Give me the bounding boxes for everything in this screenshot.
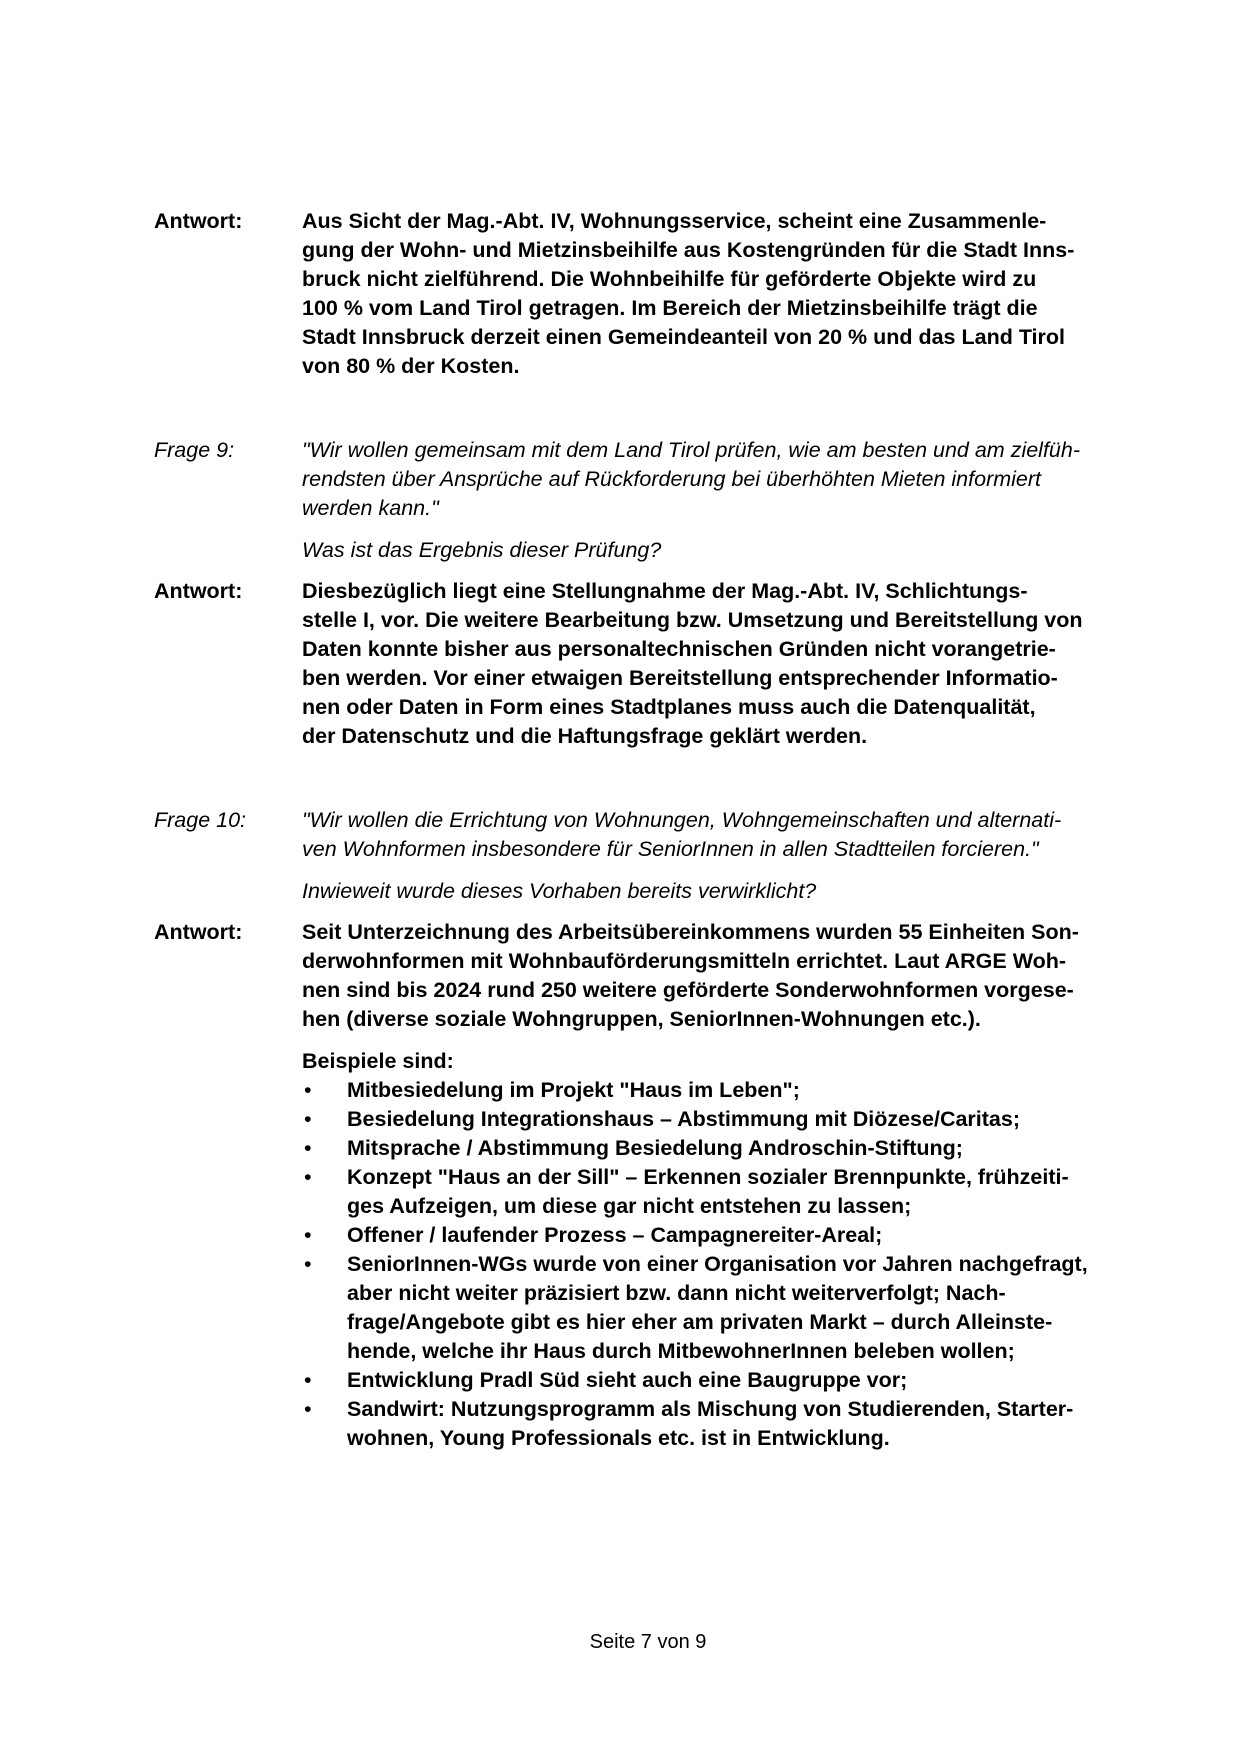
question-followup: Inwieweit wurde dieses Vorhaben bereits verwirklicht? [302,879,817,903]
question-followup: Was ist das Ergebnis dieser Prüfung? [302,538,662,562]
text-line: hende, welche ihr Haus durch MitbewohnerInnen beleben wollen; [347,1339,1015,1363]
text-line: "Wir wollen die Errichtung von Wohnungen, Wohngemeinschaften und alternati- [302,808,1062,832]
answer-text [302,918,1144,1453]
text-line: Aus Sicht der Mag.-Abt. IV, Wohnungsservice, scheint eine Zusammenle- [302,209,1047,233]
text-line: SeniorInnen-WGs wurde von einer Organisation vor Jahren nachgefragt, [347,1252,1088,1276]
text-line: nen sind bis 2024 rund 250 weitere geförderte Sonderwohnformen vorgese- [302,978,1074,1002]
question-block-10 [154,806,1144,906]
answer-block-3 [154,918,1144,1453]
text-line: 100 % vom Land Tirol getragen. Im Bereich der Mietzinsbeihilfe trägt die [302,296,1038,320]
list-item [302,1395,1144,1453]
text-line: ven Wohnformen insbesondere für SeniorInnen in allen Stadtteilen forcieren." [302,837,1039,861]
text-line: nen oder Daten in Form eines Stadtplanes muss auch die Datenqualität, [302,695,1036,719]
text-line: Konzept "Haus an der Sill" – Erkennen sozialer Brennpunkte, frühzeiti- [347,1165,1069,1189]
text-line: Seit Unterzeichnung des Arbeitsübereinkommens wurden 55 Einheiten Son- [302,920,1079,944]
bullet-icon: • [304,1136,312,1160]
question-label: Frage 10: [154,808,247,832]
question-label: Frage 9: [154,438,235,462]
answer-label: Antwort: [154,920,243,944]
text-line: derwohnformen mit Wohnbauförderungsmitteln errichtet. Laut ARGE Woh- [302,949,1067,973]
bullet-icon: • [304,1252,312,1276]
list-item [302,1366,1144,1395]
bullet-icon: • [304,1107,312,1131]
text-line: der Datenschutz und die Haftungsfrage geklärt werden. [302,724,868,748]
text-line: werden kann." [302,496,439,520]
bullet-icon: • [304,1078,312,1102]
question-text [302,436,1144,565]
question-block-9 [154,436,1144,565]
text-line: Daten konnte bisher aus personaltechnischen Gründen nicht vorangetrie- [302,637,1056,661]
text-line: ben werden. Vor einer etwaigen Bereitstellung entsprechender Informatio- [302,666,1058,690]
list-item [302,1105,1144,1134]
answer-block-2 [154,577,1144,751]
page-number: Seite 7 von 9 [589,1631,707,1653]
list-item [302,1221,1144,1250]
text-line: Mitsprache / Abstimmung Besiedelung Androschin-Stiftung; [347,1136,963,1160]
text-line: ges Aufzeigen, um diese gar nicht entstehen zu lassen; [347,1194,912,1218]
list-item [302,1076,1144,1105]
list-item [302,1163,1144,1221]
answer-label: Antwort: [154,579,243,603]
answer-block-1 [154,207,1144,381]
text-line: Diesbezüglich liegt eine Stellungnahme der Mag.-Abt. IV, Schlichtungs- [302,579,1028,603]
text-line: bruck nicht zielführend. Die Wohnbeihilfe für geförderte Objekte wird zu [302,267,1037,291]
text-line: Mitbesiedelung im Projekt "Haus im Leben"; [347,1078,800,1102]
text-line: stelle I, vor. Die weitere Bearbeitung bzw. Umsetzung und Bereitstellung von [302,608,1083,632]
answer-label: Antwort: [154,209,243,233]
text-line: Entwicklung Pradl Süd sieht auch eine Baugruppe vor; [347,1368,908,1392]
examples-list [302,1076,1144,1453]
text-line: wohnen, Young Professionals etc. ist in Entwicklung. [347,1426,890,1450]
text-line: Offener / laufender Prozess – Campagnereiter-Areal; [347,1223,883,1247]
text-line: "Wir wollen gemeinsam mit dem Land Tirol prüfen, wie am besten und am zielfüh- [302,438,1080,462]
text-line: Besiedelung Integrationshaus – Abstimmung mit Diözese/Caritas; [347,1107,1020,1131]
answer-text [302,577,1144,751]
text-line: aber nicht weiter präzisiert bzw. dann nicht weiterverfolgt; Nach- [347,1281,1006,1305]
text-line: frage/Angebote gibt es hier eher am privaten Markt – durch Alleinste- [347,1310,1053,1334]
bullet-icon: • [304,1223,312,1247]
text-line: hen (diverse soziale Wohngruppen, SeniorInnen-Wohnungen etc.). [302,1007,981,1031]
examples-heading: Beispiele sind: [302,1049,454,1073]
list-item [302,1250,1144,1366]
bullet-icon: • [304,1165,312,1189]
list-item [302,1134,1144,1163]
text-line: Stadt Innsbruck derzeit einen Gemeindeanteil von 20 % und das Land Tirol [302,325,1066,349]
bullet-icon: • [304,1368,312,1392]
answer-text [302,207,1144,381]
bullet-icon: • [304,1397,312,1421]
text-line: rendsten über Ansprüche auf Rückforderung bei überhöhten Mieten informiert [302,467,1041,491]
text-line: Sandwirt: Nutzungsprogramm als Mischung von Studierenden, Starter- [347,1397,1074,1421]
question-text [302,806,1144,906]
text-line: gung der Wohn- und Mietzinsbeihilfe aus Kostengründen für die Stadt Inns- [302,238,1075,262]
text-line: von 80 % der Kosten. [302,354,520,378]
